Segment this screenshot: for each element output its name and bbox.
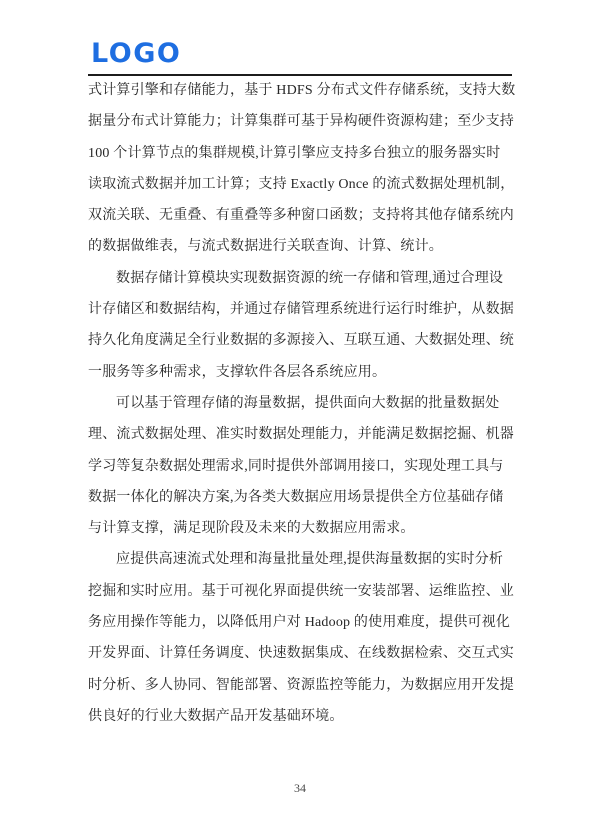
text-line: 一服务等多种需求，支撑软件各层各系统应用。	[88, 364, 387, 380]
text-line: 学习等复杂数据处理需求,同时提供外部调用接口，实现处理工具与	[88, 458, 504, 474]
text-line: 持久化角度满足全行业数据的多源接入、互联互通、大数据处理、统	[88, 333, 514, 349]
text-line: 时分析、多人协同、智能部署、资源监控等能力，为数据应用开发提	[88, 677, 514, 693]
text-line: 与计算支撑，满足现阶段及未来的大数据应用需求。	[88, 521, 415, 537]
text-line: 100 个计算节点的集群规模,计算引擎应支持多台独立的服务器实时	[88, 145, 501, 161]
text-line: 务应用操作等能力，以降低用户对 Hadoop 的使用难度，提供可视化	[88, 615, 511, 631]
text-line: 挖掘和实时应用。基于可视化界面提供统一安装部署、运维监控、业	[88, 583, 514, 599]
document-body	[88, 75, 516, 732]
page-number: 34	[294, 781, 306, 795]
text-line: 双流关联、无重叠、有重叠等多种窗口函数；支持将其他存储系统内	[88, 208, 514, 224]
text-line: 计存储区和数据结构，并通过存储管理系统进行运行时维护，从数据	[88, 302, 514, 318]
text-line: 开发界面、计算任务调度、快速数据集成、在线数据检索、交互式实	[88, 646, 514, 662]
text-line: 数据一体化的解决方案,为各类大数据应用场景提供全方位基础存储	[88, 489, 504, 505]
text-line: 的数据做维表，与流式数据进行关联查询、计算、统计。	[88, 239, 443, 255]
text-line: 据量分布式计算能力；计算集群可基于异构硬件资源构建；至少支持	[88, 114, 514, 130]
text-line: 读取流式数据并加工计算；支持 Exactly Once 的流式数据处理机制，	[88, 176, 515, 192]
company-logo: LOGO	[91, 38, 182, 69]
text-line: 数据存储计算模块实现数据资源的统一存储和管理,通过合理设	[116, 270, 504, 286]
text-line: 应提供高速流式处理和海量批量处理,提供海量数据的实时分析	[116, 552, 504, 568]
text-line: 供良好的行业大数据产品开发基础环境。	[88, 708, 344, 724]
text-line: 可以基于管理存储的海量数据，提供面向大数据的批量数据处	[116, 395, 500, 411]
text-line: 理、流式数据处理、准实时数据处理能力，并能满足数据挖掘、机器	[88, 427, 514, 443]
text-line: 式计算引擎和存储能力，基于 HDFS 分布式文件存储系统，支持大数	[88, 83, 516, 98]
